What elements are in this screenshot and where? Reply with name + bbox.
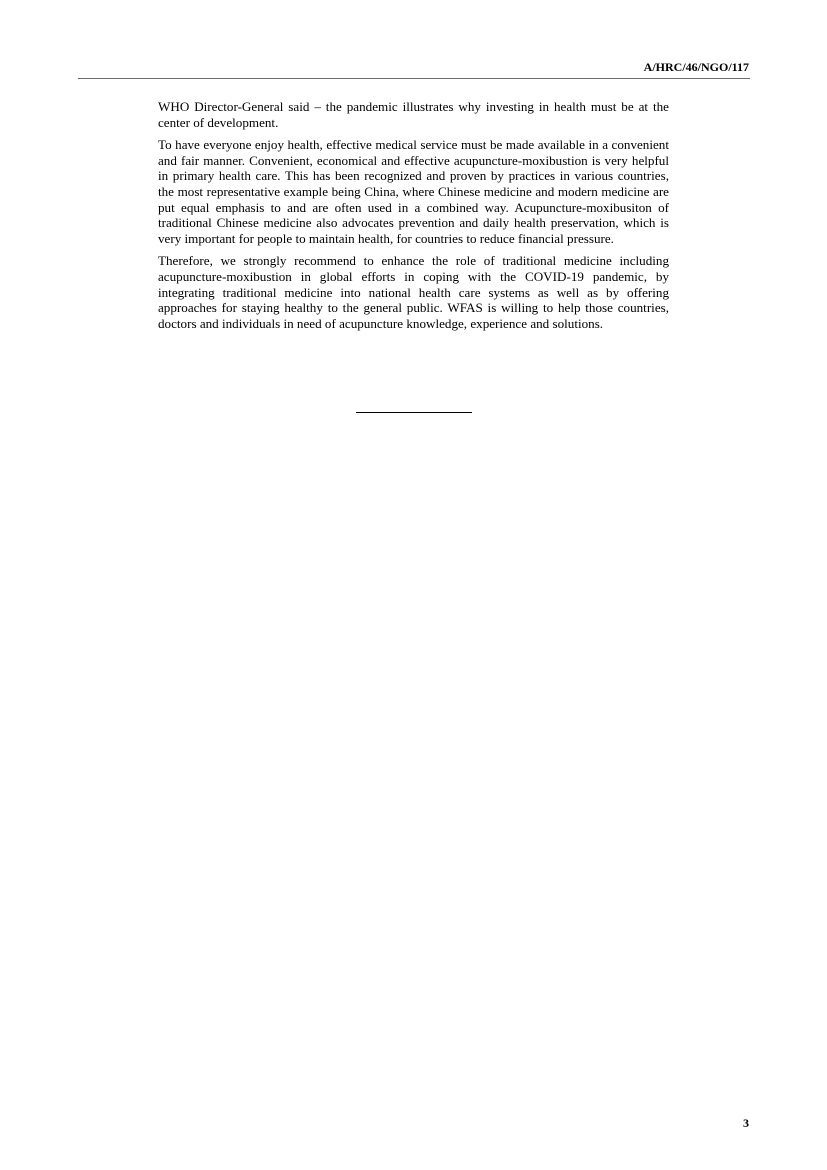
- document-symbol: A/HRC/46/NGO/117: [643, 60, 749, 74]
- end-of-document-rule: [356, 412, 472, 413]
- paragraph: WHO Director-General said – the pandemic illustrates why investing in health must be at the center of development.: [158, 99, 669, 130]
- header-divider: [78, 78, 750, 79]
- paragraph: To have everyone enjoy health, effective medical service must be made available in a convenient and fair manner. Convenient, economical and effective acupuncture-moxibustion is very helpful in primary health care. This has been recognized and proven by practices in various countries, the most representative example being China, where Chinese medicine and modern medicine are put equal emphasis to and are often used in a combined way. Acupuncture-moxibusiton of traditional Chinese medicine also advocates prevention and daily health preservation, which is very important for people to maintain health, for countries to reduce financial pressure.: [158, 137, 669, 246]
- page-number: 3: [743, 1116, 749, 1130]
- body-text: [158, 99, 669, 338]
- paragraph: Therefore, we strongly recommend to enhance the role of traditional medicine including acupuncture-moxibustion in global efforts in coping with the COVID-19 pandemic, by integrating traditional medicine into national health care systems as well as by offering approaches for staying healthy to the general public. WFAS is willing to help those countries, doctors and individuals in need of acupuncture knowledge, experience and solutions.: [158, 253, 669, 331]
